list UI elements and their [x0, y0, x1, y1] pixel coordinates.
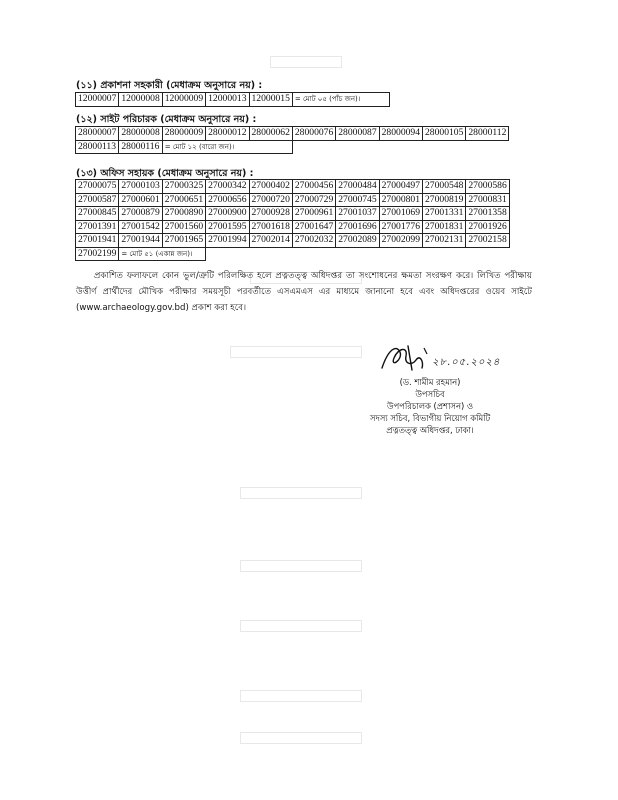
roll-number: 27001776: [379, 220, 422, 234]
section-13-title: (১৩) অফিস সহায়ক (মেধাক্রম অনুসারে নয়) :: [76, 168, 254, 179]
table-row: [76, 207, 510, 221]
roll-number: 27001994: [206, 234, 249, 248]
table-row: [76, 140, 509, 154]
roll-number: 12000008: [119, 93, 162, 107]
roll-number: 27001944: [119, 234, 162, 248]
section-total: = মোট ৫১ (একান্ন জন)।: [119, 247, 206, 261]
roll-number: 28000008: [119, 127, 162, 141]
roll-number: 27001926: [466, 220, 509, 234]
roll-number: 27000601: [119, 193, 162, 207]
roll-number: 28000062: [249, 127, 292, 141]
bleed-through-mark: [230, 346, 362, 358]
notice-paragraph: প্রকাশিত ফলাফলে কোন ভুল/ত্রুটি পরিলক্ষিত হলে প্রত্নতত্ত্ব অধিদপ্তর তা সংশোধনের ক্ষমতা সংরক্ষণ করে। লিখিত পরীক্ষায় উত্তীর্ণ প্রার্থীদের মৌখিক পরীক্ষার সময়সূচী পরবর্তীতে এসএমএস এর মাধ্যমে জানানো হবে এবং অধিদপ্তরের ওয়েব সাইটে (www.archaeology.gov.bd) প্রকাশ করা হবে।: [76, 271, 532, 313]
roll-number: 27001941: [76, 234, 119, 248]
roll-number: 27000890: [162, 207, 205, 221]
roll-number: 27000961: [292, 207, 335, 221]
section-11-title: (১১) প্রকাশনা সহকারী (মেধাক্রম অনুসারে নয়) :: [76, 80, 263, 91]
roll-number: 28000076: [292, 127, 335, 141]
section-total: = মোট ০৫ (পাঁচ জন)।: [292, 93, 389, 107]
roll-number: 27000656: [206, 193, 249, 207]
roll-number: 27000587: [76, 193, 119, 207]
table-row: [76, 193, 510, 207]
roll-number: 27000879: [119, 207, 162, 221]
signatory-committee: সদস্য সচিব, বিভাগীয় নিয়োগ কমিটি: [369, 413, 491, 423]
roll-number: 27000325: [162, 180, 205, 194]
roll-number: 27000497: [379, 180, 422, 194]
signature-scribble-icon: [378, 342, 438, 376]
roll-number: 27000651: [162, 193, 205, 207]
roll-number: 27000075: [76, 180, 119, 194]
roll-number: 28000116: [119, 140, 162, 154]
table-row: [76, 220, 510, 234]
section-12-table: [75, 126, 509, 154]
table-row: [76, 234, 510, 248]
roll-number: 12000009: [162, 93, 205, 107]
bleed-through-mark: [270, 56, 342, 68]
roll-number: 27000484: [336, 180, 379, 194]
roll-number: 27002131: [423, 234, 466, 248]
roll-number: 27001618: [249, 220, 292, 234]
roll-number: 28000105: [423, 127, 466, 141]
roll-number: 27001069: [379, 207, 422, 221]
roll-number: 27001331: [423, 207, 466, 221]
section-13-table: [75, 179, 510, 261]
roll-number: 27001696: [336, 220, 379, 234]
roll-number: 27000745: [336, 193, 379, 207]
roll-number: 27000801: [379, 193, 422, 207]
roll-number: 28000094: [379, 127, 422, 141]
bleed-through-mark: [240, 487, 362, 499]
bleed-through-mark: [240, 560, 362, 572]
roll-number: 28000007: [76, 127, 119, 141]
roll-number: 27000819: [423, 193, 466, 207]
roll-number: 27000900: [206, 207, 249, 221]
roll-number: 27002199: [76, 247, 119, 261]
roll-number: 28000112: [466, 127, 509, 141]
roll-number: 27000720: [249, 193, 292, 207]
bleed-through-mark: [240, 732, 362, 744]
roll-number: 27000402: [249, 180, 292, 194]
signature-block: [330, 376, 530, 436]
signatory-title: উপপরিচালক (প্রশাসন) ও: [386, 401, 474, 411]
section-total: = মোট ১২ (বারো জন)।: [162, 140, 292, 154]
roll-number: 12000013: [206, 93, 249, 107]
roll-number: 28000113: [76, 140, 119, 154]
roll-number: 27001560: [162, 220, 205, 234]
roll-number: 27000456: [292, 180, 335, 194]
roll-number: 28000012: [206, 127, 249, 141]
section-11-table: [75, 92, 390, 107]
roll-number: 27001647: [292, 220, 335, 234]
roll-number: 27000342: [206, 180, 249, 194]
table-row: [76, 93, 390, 107]
roll-number: 27002099: [379, 234, 422, 248]
roll-number: 27000729: [292, 193, 335, 207]
roll-number: 27002014: [249, 234, 292, 248]
roll-number: 27002032: [292, 234, 335, 248]
bleed-through-mark: [240, 620, 362, 632]
roll-number: 27001965: [162, 234, 205, 248]
signature-date: ২৮.০৫.২০২৪: [432, 357, 501, 368]
section-12-title: (১২) সাইট পরিচারক (মেধাক্রম অনুসারে নয়) :: [76, 114, 257, 125]
roll-number: 27000831: [466, 193, 509, 207]
table-row: [76, 127, 509, 141]
roll-number: 27002158: [466, 234, 509, 248]
roll-number: 27001391: [76, 220, 119, 234]
roll-number: 28000087: [336, 127, 379, 141]
roll-number: 27001037: [336, 207, 379, 221]
roll-number: 27000103: [119, 180, 162, 194]
roll-number: 27000548: [423, 180, 466, 194]
bleed-through-mark: [240, 690, 362, 702]
roll-number: 27002089: [336, 234, 379, 248]
table-row: [76, 247, 510, 261]
roll-number: 27000845: [76, 207, 119, 221]
roll-number: 12000015: [249, 93, 292, 107]
roll-number: 27001595: [206, 220, 249, 234]
signatory-office: প্রত্নতত্ত্ব অধিদপ্তর, ঢাকা।: [386, 425, 474, 435]
roll-number: 28000009: [162, 127, 205, 141]
signatory-designation: উপসচিব: [415, 389, 445, 399]
table-row: [76, 180, 510, 194]
signatory-name: (ড. শামীম রহমান): [399, 377, 461, 387]
roll-number: 27001358: [466, 207, 509, 221]
roll-number: 27000586: [466, 180, 509, 194]
roll-number: 12000007: [76, 93, 119, 107]
roll-number: 27001831: [423, 220, 466, 234]
roll-number: 27001542: [119, 220, 162, 234]
roll-number: 27000928: [249, 207, 292, 221]
